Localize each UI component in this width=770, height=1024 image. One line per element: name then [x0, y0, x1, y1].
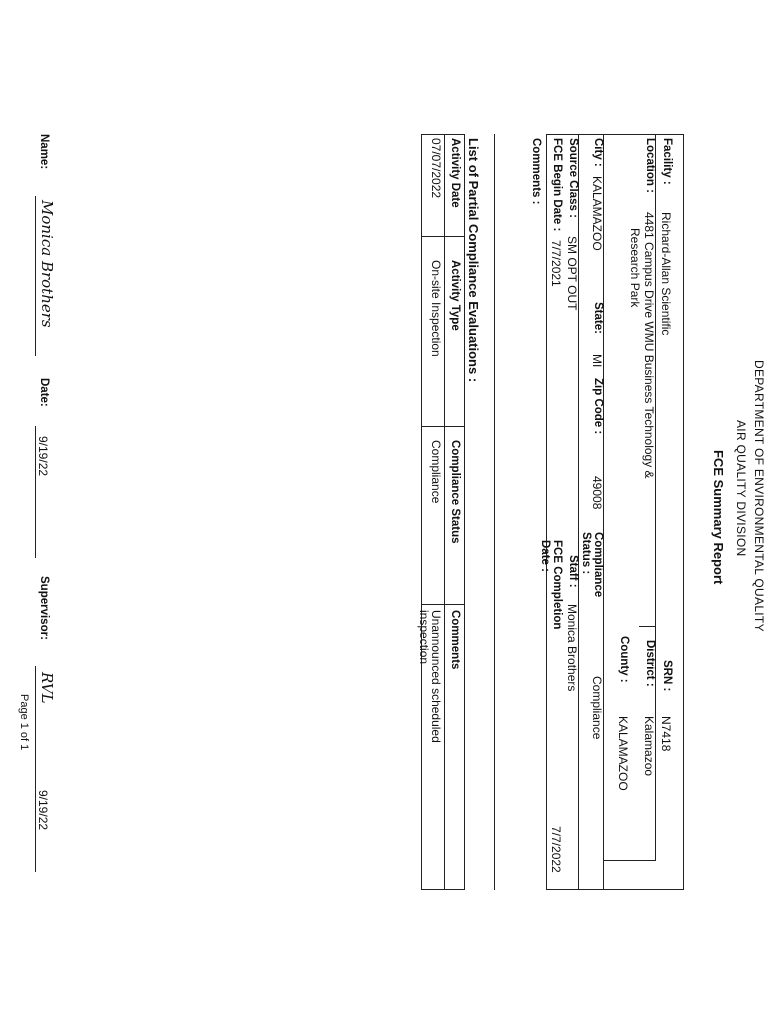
date-line: [35, 426, 36, 558]
partial-evaluations-heading: List of Partial Compliance Evaluations :: [466, 138, 481, 383]
srn-label: SRN :: [661, 660, 673, 692]
compliance-status-value: Compliance: [590, 676, 604, 740]
source-class-label: Source Class :: [567, 138, 579, 218]
name-line: [35, 196, 36, 356]
table-column-divider: [421, 604, 465, 605]
date-value: 9/19/22: [36, 436, 50, 477]
row-activity-type: On-site Inspection: [429, 260, 443, 357]
row-comments-line2: inspection: [417, 610, 431, 665]
county-label: County :: [618, 636, 630, 683]
staff-label: Staff :: [567, 555, 579, 588]
fce-begin-value: 7/7/2021: [549, 240, 563, 287]
zip-value: 49008: [590, 476, 604, 510]
table-header-divider: [444, 134, 445, 890]
fce-begin-label: FCE Begin Date :: [551, 138, 563, 232]
location-value-line1: 4481 Campus Drive WMU Business Technology &: [642, 212, 656, 479]
column-header-comments: Comments: [449, 610, 461, 670]
department-heading: DEPARTMENT OF ENVIRONMENTAL QUALITY: [752, 360, 766, 632]
city-value: KALAMAZOO: [590, 176, 604, 251]
column-header-activity-type: Activity Type: [449, 260, 461, 331]
fce-completion-label-2: Date :: [539, 540, 551, 572]
fce-completion-value: 7/7/2022: [549, 826, 563, 873]
row-compliance-status: Compliance: [429, 440, 443, 504]
comments-label: Comments :: [530, 138, 542, 205]
source-class-value: SM OPT OUT: [565, 236, 579, 311]
row-comments-line1: Unannounced scheduled: [429, 610, 443, 743]
county-value: KALAMAZOO: [616, 716, 630, 791]
supervisor-date-value: 9/19/22: [36, 790, 50, 831]
date-label: Date:: [38, 378, 50, 407]
name-signature: Monica Brothers: [38, 200, 56, 328]
supervisor-label: Supervisor:: [38, 576, 50, 640]
page-number: Page 1 of 1: [18, 694, 30, 751]
state-label: State:: [592, 302, 604, 334]
report-title: FCE Summary Report: [711, 450, 726, 585]
division-heading: AIR QUALITY DIVISION: [734, 420, 748, 557]
location-label: Location :: [644, 138, 656, 193]
district-label: District :: [644, 640, 656, 687]
summary-divider: [639, 626, 656, 627]
column-header-compliance-status: Compliance Status: [449, 440, 461, 544]
zip-label: Zip Code :: [592, 378, 604, 435]
district-value: Kalamazoo: [642, 716, 656, 777]
column-header-activity-date: Activity Date: [449, 138, 461, 208]
facility-value: Richard-Allan Scientific: [659, 212, 673, 336]
location-value-line2: Research Park: [628, 228, 642, 308]
srn-value: N7418: [659, 716, 673, 752]
compliance-status-label-2: Status :: [580, 532, 592, 575]
row-activity-date: 07/07/2022: [429, 138, 443, 199]
supervisor-signature: RVL: [38, 672, 56, 704]
fce-completion-label: FCE Completion: [551, 540, 563, 630]
name-label: Name:: [38, 134, 50, 170]
facility-label: Facility :: [661, 138, 673, 185]
state-value: MI: [590, 354, 604, 368]
summary-divider: [604, 860, 656, 861]
comments-underline: [494, 134, 495, 890]
staff-value: Monica Brothers: [565, 604, 579, 692]
compliance-status-label: Compliance: [592, 532, 604, 598]
supervisor-line: [35, 666, 36, 872]
table-column-divider: [421, 426, 465, 427]
table-column-divider: [421, 236, 465, 237]
city-label: City :: [592, 138, 604, 167]
